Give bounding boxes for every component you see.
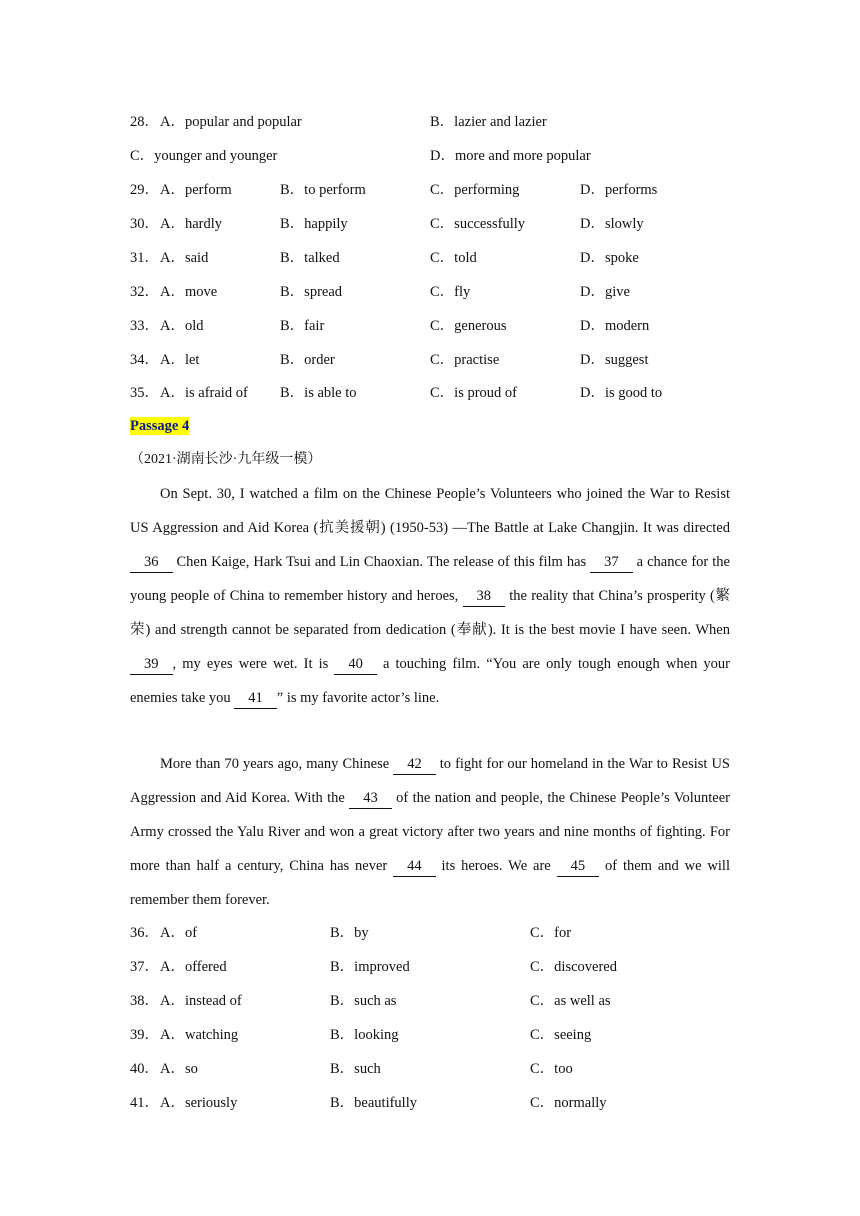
blank-42: 42 xyxy=(393,754,436,775)
question-number: 33． xyxy=(130,318,159,334)
option-b: B．looking xyxy=(330,1027,399,1043)
option-b: B．spread xyxy=(280,284,343,300)
option-b: B．fair xyxy=(280,318,325,334)
question-number: 29． xyxy=(130,182,159,198)
option-a: A．watching xyxy=(160,1027,239,1043)
blank-38: 38 xyxy=(463,586,506,607)
option-b: B．talked xyxy=(280,250,340,266)
question-number: 31． xyxy=(130,250,159,266)
option-d: D．is good to xyxy=(580,385,663,401)
option-c: C．generous xyxy=(430,318,507,334)
question-number: 41． xyxy=(130,1095,159,1111)
option-b: B．is able to xyxy=(280,385,357,401)
question-number: 38． xyxy=(130,993,159,1009)
passage-heading xyxy=(130,409,189,443)
option-c: C．performing xyxy=(430,182,520,198)
option-b: B．such xyxy=(330,1061,381,1077)
option-a: A．offered xyxy=(160,959,227,975)
option-a: A．so xyxy=(160,1061,198,1077)
option-c: C．practise xyxy=(430,352,500,368)
option-d: D．spoke xyxy=(580,250,639,266)
question-number: 34． xyxy=(130,352,159,368)
question-number: 28． xyxy=(130,114,159,130)
option-c: C．fly xyxy=(430,284,471,300)
blank-37: 37 xyxy=(590,552,633,573)
option-c: C．seeing xyxy=(530,1027,592,1043)
option-b: B．order xyxy=(280,352,335,368)
question-number: 39． xyxy=(130,1027,159,1043)
option-a: A．of xyxy=(160,925,198,941)
option-c: C．successfully xyxy=(430,216,526,232)
option-a: A．old xyxy=(160,318,204,334)
passage-paragraph-2: More than 70 years ago, many Chinese 42 to fight for our homeland in the War to Resist US Aggression and Aid Korea. With the 43 of the nation and people, the Chinese People’s Volunteer Army crossed the Yalu River and won a great victory after two years and nine months of fighting. For more than half a century, China has never 44 its heroes. We are 45 of them and we will remember them forever. xyxy=(130,756,730,908)
blank-44: 44 xyxy=(393,856,436,877)
option-a: A．is afraid of xyxy=(160,385,248,401)
question-number: 40． xyxy=(130,1061,159,1077)
option-c: C．discovered xyxy=(530,959,617,975)
option-c: C．is proud of xyxy=(430,385,517,401)
blank-39: 39 xyxy=(130,654,173,675)
option-a: A．popular and popular xyxy=(160,114,302,130)
option-c: C．told xyxy=(430,250,477,266)
option-a: A．move xyxy=(160,284,218,300)
question-number: 36． xyxy=(130,925,159,941)
option-c: C．for xyxy=(530,925,572,941)
option-b: B．happily xyxy=(280,216,348,232)
option-b: B．to perform xyxy=(280,182,366,198)
passage-paragraph-1: On Sept. 30, I watched a film on the Chinese People’s Volunteers who joined the War to Resist US Aggression and Aid Korea (抗美援朝) (1950-53) —The Battle at Lake Changjin. It was directed 36 Chen Kaige, Hark Tsui and Lin Chaoxian. The release of this film has 37 a chance for the young people of China to remember history and heroes, 38 the reality that China’s prosperity (繁荣) and strength cannot be separated from dedication (奉献). It is the best movie I have seen. When 39 , my eyes were wet. It is 40 a touching film. “You are only tough enough when your enemies take you 41 ” is my favorite actor’s line. xyxy=(130,477,730,715)
option-c: C．younger and younger xyxy=(130,148,278,164)
option-b: B．lazier and lazier xyxy=(430,114,547,130)
option-a: A．seriously xyxy=(160,1095,238,1111)
option-a: A．instead of xyxy=(160,993,242,1009)
option-c: C．normally xyxy=(530,1095,607,1111)
question-number: 37． xyxy=(130,959,159,975)
blank-41: 41 xyxy=(234,688,277,709)
question-number: 35． xyxy=(130,385,159,401)
option-d: D．give xyxy=(580,284,630,300)
option-a: A．hardly xyxy=(160,216,223,232)
option-d: D．slowly xyxy=(580,216,644,232)
passage-title: Passage 4 xyxy=(130,418,190,434)
option-c: C．too xyxy=(530,1061,573,1077)
option-b: B．by xyxy=(330,925,369,941)
question-number: 30． xyxy=(130,216,159,232)
option-d: D．suggest xyxy=(580,352,649,368)
option-d: D．modern xyxy=(580,318,650,334)
option-a: A．let xyxy=(160,352,200,368)
blank-43: 43 xyxy=(349,788,392,809)
question-number: 32． xyxy=(130,284,159,300)
passage-source: （2021·湖南长沙·九年级一模） xyxy=(130,452,322,467)
blank-36: 36 xyxy=(130,552,173,573)
option-b: B．such as xyxy=(330,993,397,1009)
option-d: D．performs xyxy=(580,182,658,198)
option-c: C．as well as xyxy=(530,993,611,1009)
blank-40: 40 xyxy=(334,654,377,675)
option-b: B．beautifully xyxy=(330,1095,417,1111)
option-a: A．said xyxy=(160,250,209,266)
option-d: D．more and more popular xyxy=(430,148,591,164)
option-a: A．perform xyxy=(160,182,232,198)
blank-45: 45 xyxy=(557,856,600,877)
option-b: B．improved xyxy=(330,959,410,975)
